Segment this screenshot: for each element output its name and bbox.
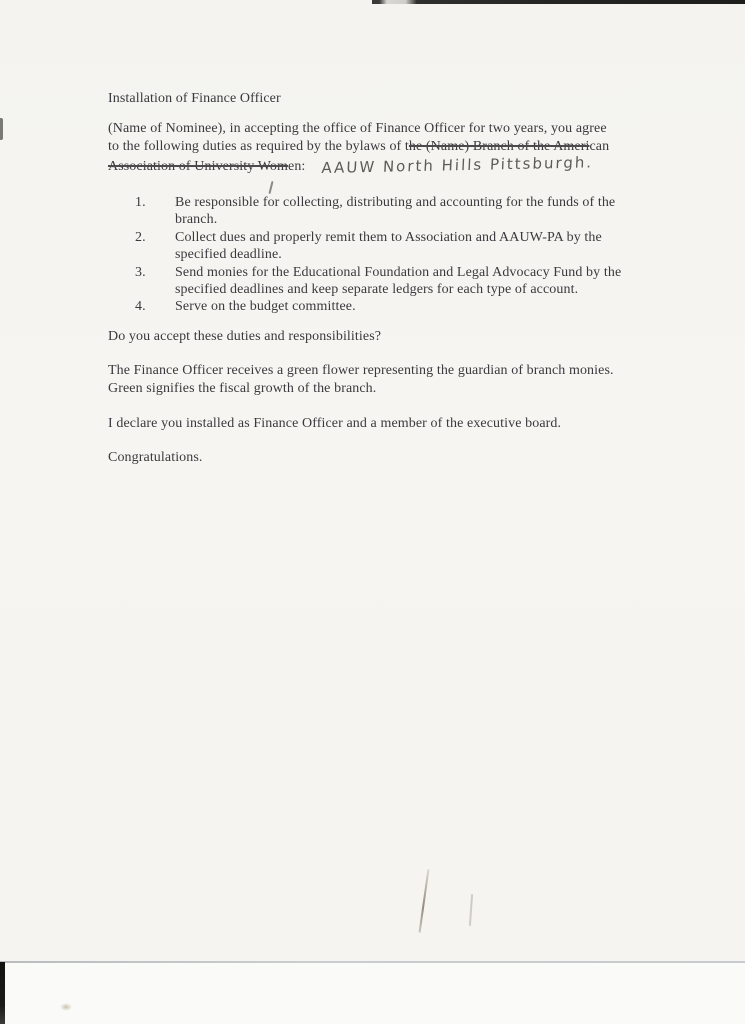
duty-text [175,298,647,315]
duty-1-line-2: branch. [175,212,218,228]
duty-item-2 [135,229,647,264]
intro-line-3-plain-end: en: [288,159,306,174]
duties-list [135,194,647,316]
closing-line: Congratulations. [108,450,203,465]
duty-number: 1. [135,195,146,210]
intro-line-3 [108,153,609,177]
pen-scratch-mark-1 [419,869,430,933]
duty-3-line-1: Send monies for the Educational Foundation and Legal Advocacy Fund by the [175,264,622,280]
declaration-paragraph: I declare you installed as Finance Officer and a member of the executive board. [108,416,562,431]
duty-number: 3. [135,264,146,280]
acceptance-question: Do you accept these duties and responsibilities? [108,329,382,344]
duty-2-line-2: specified deadline. [175,247,282,263]
flower-line-1: The Finance Officer receives a green flower representing the guardian of branch monies. [108,363,614,378]
scan-artifact-smudge [60,1003,72,1011]
flower-paragraph [108,362,614,397]
scan-artifact-bottom-left-bar [0,962,5,1024]
scan-artifact-left-edge-mark [0,118,3,140]
duty-number: 2. [135,229,146,245]
duty-item-4 [135,298,647,315]
handwritten-branch-name: AAUW North Hills Pittsburgh. [321,153,595,177]
scan-artifact-bottom-strip [0,963,745,1024]
duty-3-line-2: specified deadlines and keep separate ledgers for each type of account. [175,282,579,298]
intro-line-3-strikethrough: Association of University Wom [108,159,288,174]
pen-scratch-mark-2 [469,894,473,926]
duty-number: 4. [135,299,146,315]
duty-1-line-1: Be responsible for collecting, distributing and accounting for the funds of the [175,195,616,210]
duty-item-1 [135,194,647,229]
duty-4-line-1: Serve on the budget committee. [175,299,356,315]
duty-2-line-1: Collect dues and properly remit them to Association and AAUW-PA by the [175,229,602,245]
flower-line-2: Green signifies the fiscal growth of the branch. [108,380,377,396]
intro-line-2-plain-end: can [589,139,610,154]
intro-line-2-plain: to the following duties as required by the bylaws of t [108,139,409,154]
duty-text [175,229,647,264]
duty-text [175,264,647,299]
intro-line-2 [108,138,609,156]
document-title: Installation of Finance Officer [108,91,281,106]
intro-paragraph [108,120,609,176]
intro-line-2-strikethrough: he (Name) Branch of the Ameri [408,139,590,154]
duty-text [175,194,647,229]
pen-tick-mark [268,181,273,194]
scan-artifact-top-edge [372,0,745,4]
scan-artifact-page-seam [0,961,745,963]
duty-item-3 [135,264,647,299]
intro-line-1: (Name of Nominee), in accepting the office of Finance Officer for two years, you agree [108,121,607,136]
